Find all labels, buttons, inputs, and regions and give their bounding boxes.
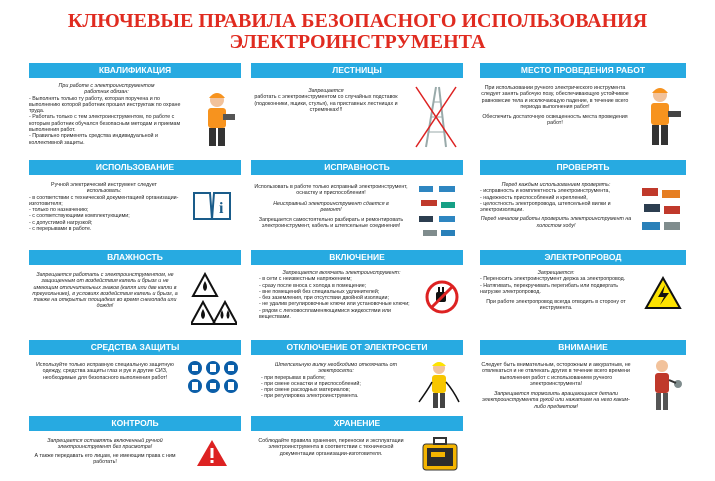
body-text: Использовать в работе только исправный электроинструмент, оснастку и приспособления!	[254, 184, 408, 197]
worker-drill-icon	[638, 83, 683, 148]
lead-text: При работе с электроинструментом работник обязан:	[58, 83, 155, 96]
moisture-signs-icon	[191, 272, 237, 330]
lead-text: Запрещается тормозить вращающиеся детали электроинструмента рукой или нажатием на него каким-либо предметом!	[482, 391, 630, 410]
section-isp	[29, 160, 241, 245]
section-header: ПРОВЕРЯТЬ	[480, 160, 686, 175]
body-text: - Выполнять только ту работу, которая поручена и по выполнению которой работник прошел инструктаж по охране труда. - Работать только с тем электроинструментом, по работе с которым работник обучался безопасным методам и приемам выполнения работ. - Правильно применять средства индивидуальной и коллективной защиты.	[29, 95, 181, 146]
section-vlazh	[29, 250, 241, 335]
lead-text: Запрещается	[308, 88, 344, 94]
section-header: ОТКЛЮЧЕНИЕ ОТ ЭЛЕКТРОСЕТИ	[251, 340, 463, 355]
section-header: СРЕДСТВА ЗАЩИТЫ	[29, 340, 241, 355]
section-header: МЕСТО ПРОВЕДЕНИЯ РАБОТ	[480, 63, 686, 78]
body-text: Следует быть внимательным, осторожным и аккуратным, не отвлекаться и не отвлекать других в течение всего времени выполнения работ с использованием ручного электроинструмента!	[481, 362, 631, 387]
section-kval	[29, 63, 241, 153]
lead-text: Штепсельную вилку необходимо отключать от электросети:	[274, 362, 398, 375]
body-text: - исправность и комплектность электроинструмента, - надежность приспособлений и креплений, - целостность электропровода, штепсельной вилки и электроизоляции.	[480, 188, 611, 214]
section-header: ЛЕСТНИЦЫ	[251, 63, 463, 78]
body-text: Используйте только исправную специальную защитную одежду, средства защиты глаз и рук и другие СИЗ, необходимые для безопасного выполнения работ!	[36, 362, 174, 381]
body-text: Запрещается работать с электроинструментом, не защищенным от воздействия капель и брызг и не имеющим отличительных знаков (капля или две капли в треугольнике), в условиях воздействия капель и брызг, а также на открытых площадках во время снегопада или дождя!	[32, 272, 178, 310]
body-text: - при перерывах в работе; - при смене оснастки и приспособлений; - при смене расходных материалов; - при регулировка электроинструмента.	[261, 374, 361, 400]
section-lest	[251, 63, 463, 153]
lead-text: Перед каждым использованием проверять:	[501, 182, 611, 188]
lead-text: Запрещается оставлять включенный ручной электроинструмент без присмотра!	[47, 438, 163, 451]
body-text: работать с электроинструментом со случайных подставок (подоконники, ящики, стулья), на приставных лестницах и стремянках!!!	[254, 94, 398, 113]
body-text: При использовании ручного электрического инструмента следует занять рабочую позу, обеспечивающую устойчивое равновесие тела и исключающую падение, в течение всего периода выполнения работ!	[481, 85, 629, 110]
section-prov	[480, 160, 686, 245]
worker-icon	[197, 88, 237, 148]
worker-grinder-icon	[642, 356, 684, 412]
lead-text-2: Перед началом работы проверить электроинструмент на холостом ходу!	[480, 216, 632, 229]
section-mesto	[480, 63, 686, 153]
body-text-2: Запрещается самостоятельно разбирать и ремонтировать электроинструмент, кабель и штепсельные соединения!	[258, 217, 404, 230]
section-header: ИСПОЛЬЗОВАНИЕ	[29, 160, 241, 175]
section-header: КВАЛИФИКАЦИЯ	[29, 63, 241, 78]
svg-text:i: i	[219, 200, 224, 217]
book-info-icon	[192, 189, 232, 224]
body-text: Соблюдайте правила хранения, переноски и эксплуатации электроинструмента в соответствии с технической документации организации-изготовителя.	[258, 438, 404, 457]
lead-text: Ручной электрический инструмент следует использовать:	[51, 182, 157, 195]
body-text: - в сети с неизвестным напряжением; - сразу после вноса с холода в помещение; - вне помещений без специальных удлинителей; - без заземления, при отсутствии двойной изоляции; - не удалив регулировочные ключи или установочные ключи; - рядом с легковоспламеняющимися жидкостями или веществами.	[259, 276, 410, 321]
section-header: ВЛАЖНОСТЬ	[29, 250, 241, 265]
tools-icon	[417, 182, 461, 240]
no-plug-icon	[425, 280, 459, 314]
section-vkl	[251, 250, 463, 335]
section-vnim	[480, 340, 686, 410]
high-voltage-icon	[644, 276, 682, 310]
section-header: ЭЛЕКТРОПРОВОД	[480, 250, 686, 265]
page-title	[0, 11, 715, 53]
title-line-2: ЭЛЕКТРОИНСТРУМЕНТА	[229, 31, 486, 53]
section-header: ВНИМАНИЕ	[480, 340, 686, 355]
section-ispr	[251, 160, 463, 245]
body-text-2: Обеспечить достаточную освещенность места проведения работ!	[482, 114, 628, 127]
body-text: А также передавать его лицам, не имеющим права с ним работать!	[34, 452, 176, 465]
body-text-2: При работе электропровод всегда отводить в сторону от инструмента.	[486, 299, 626, 312]
section-otkl	[251, 340, 463, 410]
lead-text: Неисправный электроинструмент сдается в ремонт!	[273, 200, 389, 213]
section-kontrol	[29, 416, 241, 476]
section-sredstva	[29, 340, 241, 410]
body-text: - в соответствии с технической документацией организации-изготовителя; - только по назначению; - с соответствующими комплектующими; - с допустимой нагрузкой; - с перерывами в работе.	[29, 194, 179, 233]
lead-text: Запрещается включать электроинструмент:	[282, 270, 401, 276]
warning-icon	[195, 438, 229, 468]
ladder-icon	[411, 82, 461, 152]
section-elprov	[480, 250, 686, 335]
title-line-1: КЛЮЧЕВЫЕ ПРАВИЛА БЕЗОПАСНОГО ИСПОЛЬЗОВАНИЯ	[67, 10, 648, 32]
section-header: КОНТРОЛЬ	[29, 416, 241, 431]
section-header: ИСПРАВНОСТЬ	[251, 160, 463, 175]
body-text: - Переносить электроинструмент держа за электропровод. - Натягивать, перекручивать перегибать или подвергать нагрузке электропровод.	[480, 276, 626, 295]
section-header: ХРАНЕНИЕ	[251, 416, 463, 431]
worker-cable-icon	[417, 358, 461, 410]
section-hran	[251, 416, 463, 476]
power-tools-icon	[640, 184, 684, 240]
lead-text: Запрещается:	[537, 270, 575, 276]
section-header: ВКЛЮЧЕНИЕ	[251, 250, 463, 265]
ppe-signs-icon	[187, 360, 239, 410]
tool-case-icon	[421, 436, 459, 472]
